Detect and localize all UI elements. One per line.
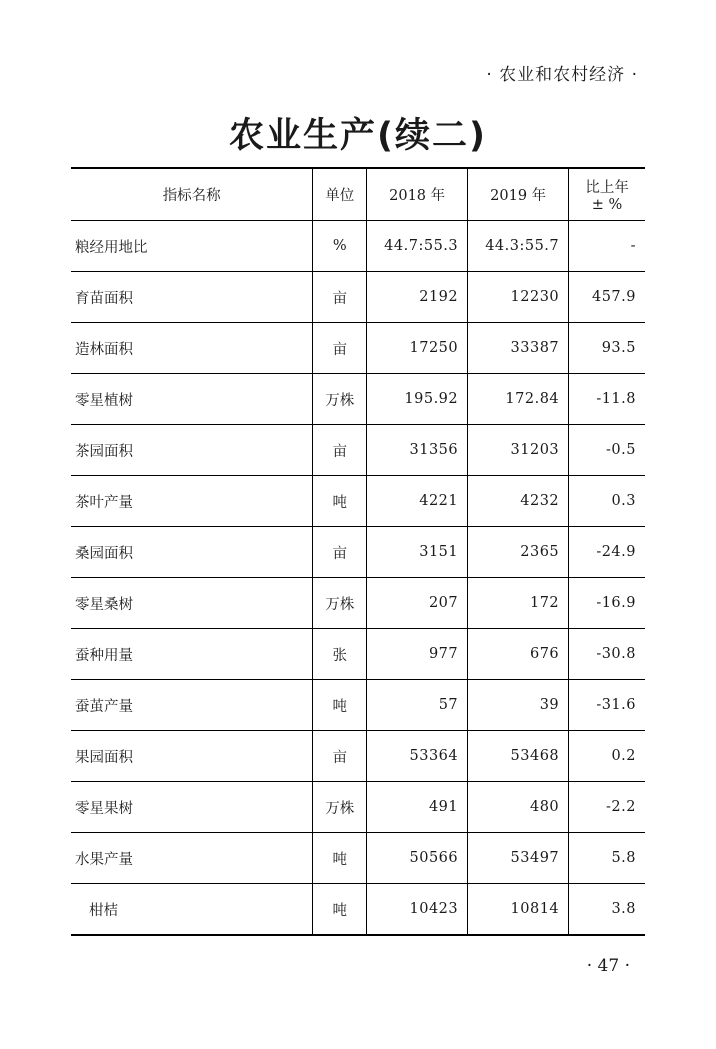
row-2018-cell: 3151: [367, 527, 468, 578]
row-change-cell: -2.2: [569, 782, 645, 833]
row-2019-cell: 44.3:55.7: [468, 221, 569, 272]
row-2018-cell: 31356: [367, 425, 468, 476]
page-title: 农业生产(续二): [229, 116, 487, 156]
row-2018-cell: 53364: [367, 731, 468, 782]
row-2019-cell: 10814: [468, 884, 569, 936]
row-2018-cell: 4221: [367, 476, 468, 527]
row-name-cell: 粮经用地比: [71, 221, 313, 272]
row-2018-cell: 207: [367, 578, 468, 629]
row-unit-cell: 万株: [313, 578, 367, 629]
row-2019-cell: 39: [468, 680, 569, 731]
column-header-change: 比上年 ± %: [569, 168, 645, 221]
table-header-row: [71, 168, 645, 221]
row-name-cell: 育苗面积: [71, 272, 313, 323]
table-row: [71, 578, 645, 629]
row-change-cell: 3.8: [569, 884, 645, 936]
row-2018-cell: 50566: [367, 833, 468, 884]
row-unit-cell: 亩: [313, 272, 367, 323]
table-row: [71, 680, 645, 731]
row-name-cell: 果园面积: [71, 731, 313, 782]
data-table: [71, 167, 645, 936]
row-change-cell: -: [569, 221, 645, 272]
row-2019-cell: 4232: [468, 476, 569, 527]
table-row: [71, 884, 645, 936]
table-row: [71, 374, 645, 425]
row-name-cell: 蚕茧产量: [71, 680, 313, 731]
table-row: [71, 782, 645, 833]
row-2019-cell: 480: [468, 782, 569, 833]
row-2019-cell: 31203: [468, 425, 569, 476]
row-change-cell: -0.5: [569, 425, 645, 476]
row-name-cell: 柑桔: [89, 902, 118, 919]
row-change-cell: -24.9: [569, 527, 645, 578]
row-name-cell: 零星植树: [71, 374, 313, 425]
row-unit-cell: 吨: [313, 884, 367, 936]
row-2019-cell: 2365: [468, 527, 569, 578]
row-change-cell: 457.9: [569, 272, 645, 323]
row-2019-cell: 676: [468, 629, 569, 680]
page-number: · 47 ·: [586, 956, 630, 976]
row-2018-cell: 977: [367, 629, 468, 680]
row-2019-cell: 33387: [468, 323, 569, 374]
row-unit-cell: 吨: [313, 833, 367, 884]
table-row: [71, 323, 645, 374]
row-name-cell: 水果产量: [71, 833, 313, 884]
row-2018-cell: 44.7:55.3: [367, 221, 468, 272]
row-change-cell: 93.5: [569, 323, 645, 374]
row-name-cell: 桑园面积: [71, 527, 313, 578]
table-row: [71, 629, 645, 680]
row-name-cell: 零星果树: [71, 782, 313, 833]
row-2019-cell: 172.84: [468, 374, 569, 425]
row-change-cell: 0.3: [569, 476, 645, 527]
row-name-cell: 茶园面积: [71, 425, 313, 476]
row-2018-cell: 195.92: [367, 374, 468, 425]
row-2018-cell: 57: [367, 680, 468, 731]
column-header-indicator: 指标名称: [71, 168, 313, 221]
row-unit-cell: 万株: [313, 782, 367, 833]
row-change-cell: 0.2: [569, 731, 645, 782]
row-change-cell: 5.8: [569, 833, 645, 884]
table-row: [71, 833, 645, 884]
row-change-cell: -16.9: [569, 578, 645, 629]
row-name-cell: 零星桑树: [71, 578, 313, 629]
row-2019-cell: 53497: [468, 833, 569, 884]
row-unit-cell: 亩: [313, 527, 367, 578]
row-name-cell: 茶叶产量: [71, 476, 313, 527]
table-row: [71, 527, 645, 578]
column-header-2019: 2019 年: [468, 168, 569, 221]
row-name-cell: 造林面积: [71, 323, 313, 374]
row-2018-cell: 491: [367, 782, 468, 833]
row-change-cell: -30.8: [569, 629, 645, 680]
row-2018-cell: 10423: [367, 884, 468, 936]
row-unit-cell: 吨: [313, 476, 367, 527]
row-unit-cell: 吨: [313, 680, 367, 731]
row-unit-cell: 万株: [313, 374, 367, 425]
row-unit-cell: 亩: [313, 425, 367, 476]
row-2019-cell: 12230: [468, 272, 569, 323]
table-row: [71, 272, 645, 323]
table-row: [71, 731, 645, 782]
column-header-2018: 2018 年: [367, 168, 468, 221]
row-change-cell: -31.6: [569, 680, 645, 731]
row-2019-cell: 172: [468, 578, 569, 629]
table-row: [71, 221, 645, 272]
section-header: · 农业和农村经济 ·: [486, 65, 638, 85]
row-2019-cell: 53468: [468, 731, 569, 782]
table-row: [71, 476, 645, 527]
row-unit-cell: 张: [313, 629, 367, 680]
row-change-cell: -11.8: [569, 374, 645, 425]
row-unit-cell: 亩: [313, 731, 367, 782]
column-header-unit: 单位: [313, 168, 367, 221]
row-name-cell: 蚕种用量: [71, 629, 313, 680]
row-2018-cell: 2192: [367, 272, 468, 323]
row-unit-cell: 亩: [313, 323, 367, 374]
table-row: [71, 425, 645, 476]
row-2018-cell: 17250: [367, 323, 468, 374]
row-unit-cell: %: [313, 221, 367, 272]
